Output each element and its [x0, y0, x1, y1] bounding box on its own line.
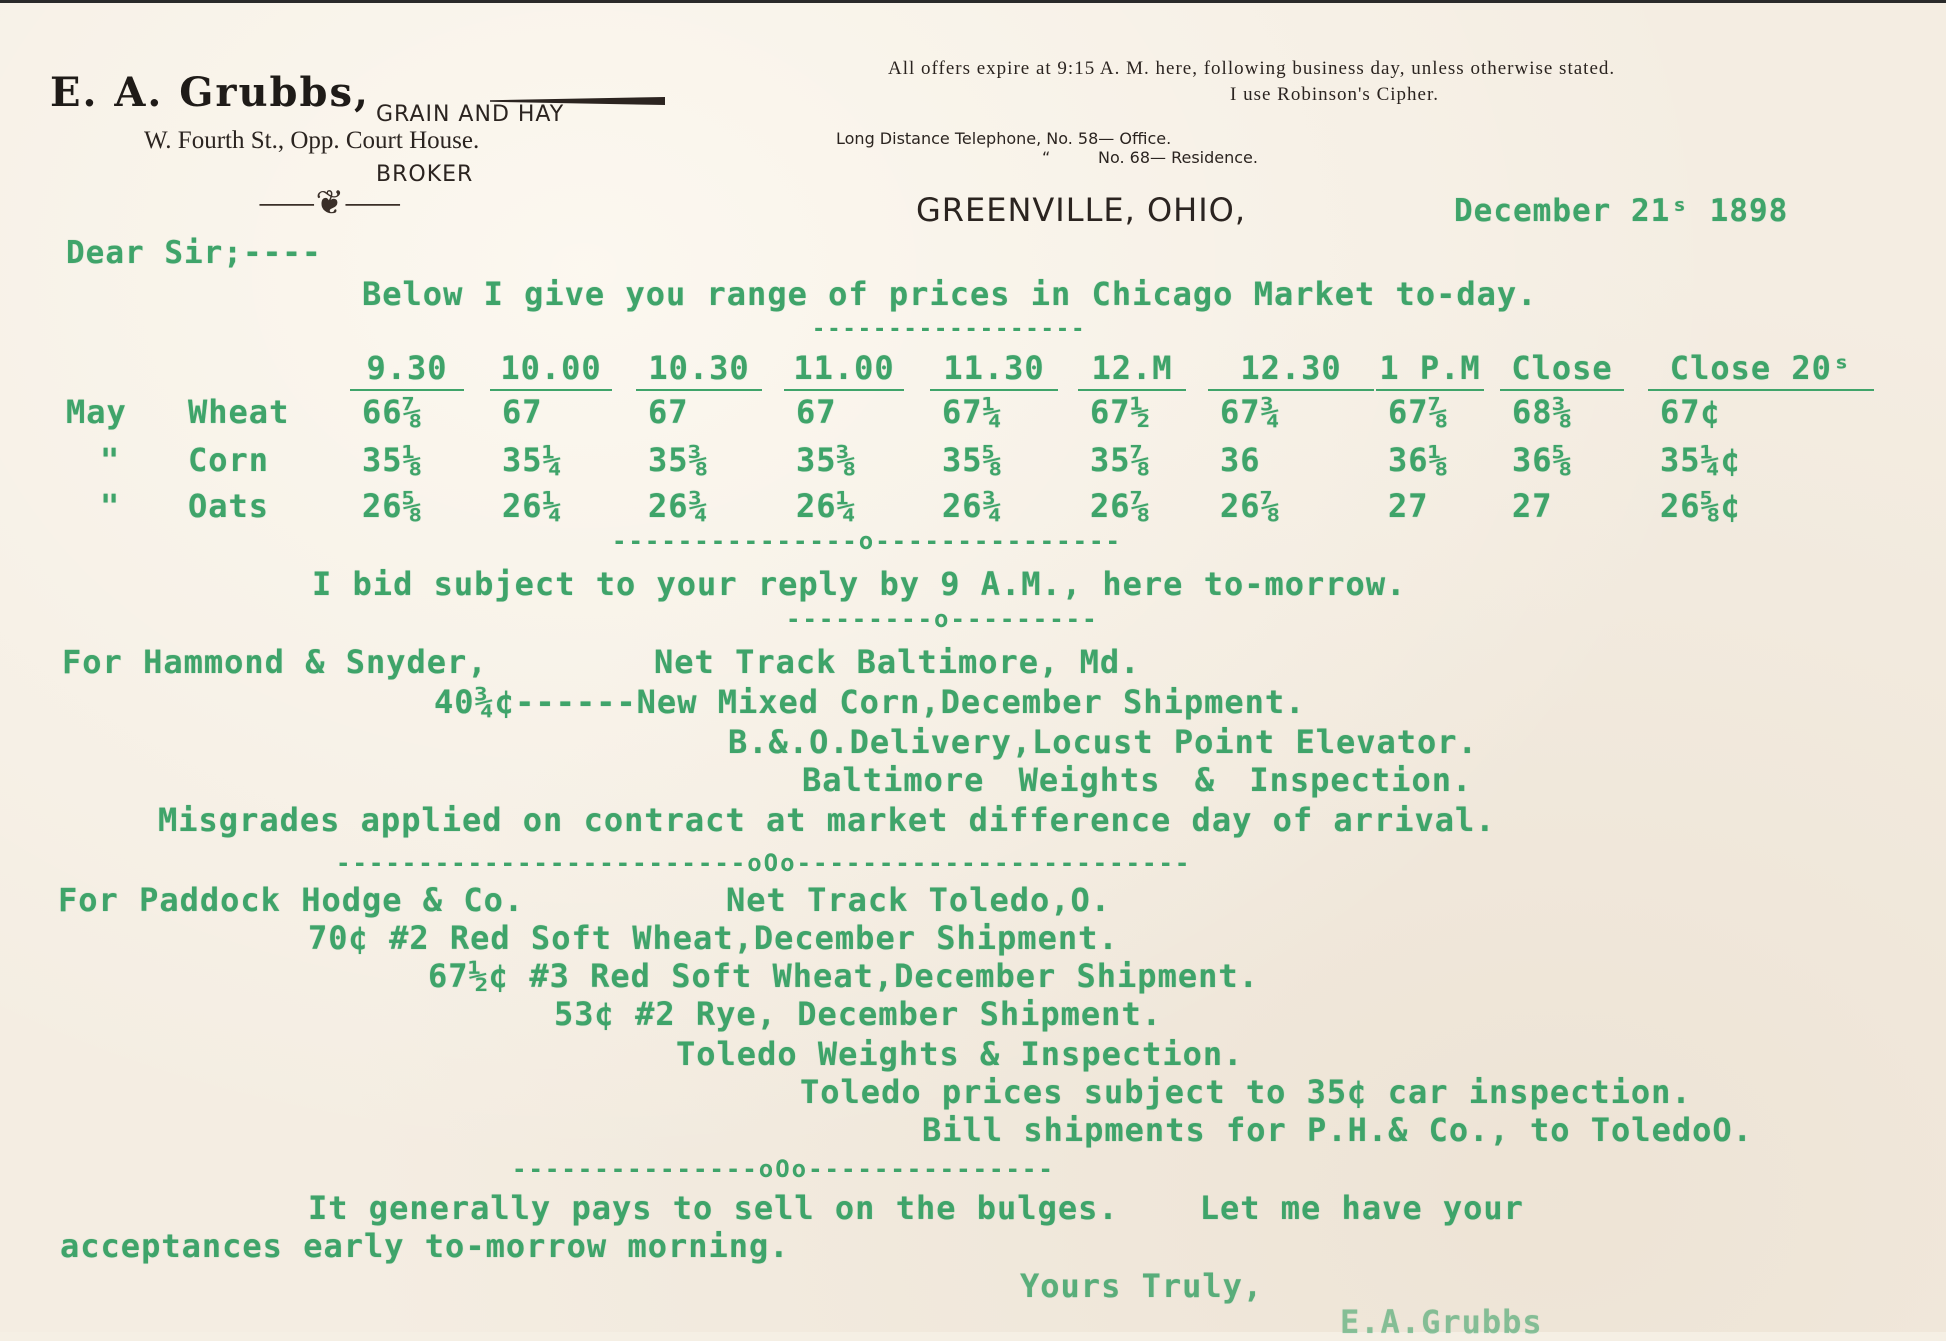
table-column-header: 10.30 [636, 349, 762, 391]
separator-rule: -------------------------oOo------------------------ [336, 849, 1192, 877]
table-cell: 67 [796, 393, 837, 431]
separator-rule: ---------------o--------------- [612, 527, 1122, 555]
separator-rule: ---------o--------- [786, 605, 1099, 633]
table-column-header: Close [1500, 349, 1624, 391]
table-column-header: 12.M [1078, 349, 1186, 391]
table-column-header: Close 20ˢ [1648, 349, 1874, 391]
offer2-track: Net Track Toledo,O. [726, 881, 1112, 919]
table-cell: 36⅝ [1512, 441, 1573, 479]
table-cell: 26⅞ [1220, 487, 1281, 525]
table-cell: 35¼¢ [1660, 441, 1742, 479]
closing-line2: acceptances early to-morrow morning. [60, 1227, 790, 1265]
table-row-month: May [66, 393, 127, 431]
table-cell: 36⅛ [1388, 441, 1449, 479]
table-cell: 27 [1388, 487, 1429, 525]
letterhead-trade-line2: BROKER [376, 162, 474, 187]
table-column-header: 11.00 [784, 349, 904, 391]
closing-line1: It generally pays to sell on the bulges. Let me have your [308, 1189, 1524, 1227]
table-column-header: 10.00 [490, 349, 612, 391]
offer1-for-line: For Hammond & Snyder, [62, 643, 488, 681]
table-cell: 68⅜ [1512, 393, 1573, 431]
cipher-notice: I use Robinson's Cipher. [1230, 84, 1439, 105]
table-cell: 35⅞ [1090, 441, 1151, 479]
table-cell: 67 [502, 393, 543, 431]
offer2-line2: 67½¢ #3 Red Soft Wheat,December Shipment. [428, 957, 1259, 995]
table-cell: 26⅝¢ [1660, 487, 1742, 525]
offer1-weights: Baltimore Weights & Inspection. [802, 761, 1473, 799]
offer1-track: Net Track Baltimore, Md. [654, 643, 1141, 681]
table-cell: 35⅜ [648, 441, 709, 479]
table-cell: 35⅛ [362, 441, 423, 479]
phone-residence: No. 68— Residence. [1098, 148, 1258, 167]
table-cell: 26¼ [502, 487, 563, 525]
table-cell: 36 [1220, 441, 1261, 479]
table-cell: 67½ [1090, 393, 1151, 431]
table-cell: 67¼ [942, 393, 1003, 431]
table-cell: 27 [1512, 487, 1553, 525]
table-cell: 67 [648, 393, 689, 431]
table-cell: 26⅞ [1090, 487, 1151, 525]
table-cell: 26¾ [648, 487, 709, 525]
table-column-header: 12.30 [1208, 349, 1374, 391]
letterhead-trade-line1: GRAIN AND HAY [376, 102, 565, 127]
table-row-month: " [100, 487, 121, 525]
offer1-price-line: 40¾¢------New Mixed Corn,December Shipment. [434, 683, 1306, 721]
offer2-line5: Toledo prices subject to 35¢ car inspection. [800, 1073, 1692, 1111]
separator-rule: ---------------oOo--------------- [512, 1155, 1055, 1183]
offer2-line1: 70¢ #2 Red Soft Wheat,December Shipment. [308, 919, 1119, 957]
table-cell: 35⅜ [796, 441, 857, 479]
offer1-delivery: B.&.O.Delivery,Locust Point Elevator. [728, 723, 1478, 761]
offer2-for-line: For Paddock Hodge & Co. [58, 881, 525, 919]
table-cell: 26¼ [796, 487, 857, 525]
intro-line: Below I give you range of prices in Chicago Market to-day. [362, 275, 1538, 313]
table-cell: 67⅞ [1388, 393, 1449, 431]
table-row-grain: Oats [188, 487, 270, 525]
phone-ditto-mark: “ [1042, 148, 1051, 167]
signoff: Yours Truly, [1020, 1267, 1264, 1305]
table-cell: 35⅝ [942, 441, 1003, 479]
table-cell: 67¾ [1220, 393, 1281, 431]
table-column-header: 11.30 [930, 349, 1058, 391]
ornament-icon: ⸺❦⸺ [258, 183, 402, 223]
table-cell: 26⅝ [362, 487, 423, 525]
table-column-header: 1 P.M [1376, 349, 1484, 391]
table-cell: 26¾ [942, 487, 1003, 525]
phone-office: Long Distance Telephone, No. 58— Office. [836, 129, 1172, 148]
letter-date: December 21ˢ 1898 [1454, 193, 1789, 229]
offer2-line4: Toledo Weights & Inspection. [676, 1035, 1244, 1073]
letterhead-city: GREENVILLE, OHIO, [916, 191, 1246, 229]
offer1-misgrades: Misgrades applied on contract at market difference day of arrival. [158, 801, 1496, 839]
signature: E.A.Grubbs [1340, 1303, 1543, 1341]
offer-notice: All offers expire at 9:15 A. M. here, following business day, unless otherwise stated. [888, 58, 1616, 79]
salutation: Dear Sir;---- [66, 235, 322, 271]
letterhead-name: E. A. Grubbs, [50, 69, 370, 116]
table-cell: 67¢ [1660, 393, 1721, 431]
table-row-month: " [100, 441, 121, 479]
table-cell: 35¼ [502, 441, 563, 479]
table-column-header: 9.30 [350, 349, 464, 391]
table-row-grain: Wheat [188, 393, 290, 431]
table-cell: 66⅞ [362, 393, 423, 431]
offer2-line6: Bill shipments for P.H.& Co., to ToledoO. [922, 1111, 1753, 1149]
table-row-grain: Corn [188, 441, 270, 479]
separator-rule: ------------------ [812, 317, 1087, 342]
offer2-line3: 53¢ #2 Rye, December Shipment. [554, 995, 1162, 1033]
letterhead-address: W. Fourth St., Opp. Court House. [144, 127, 480, 154]
bid-line: I bid subject to your reply by 9 A.M., here to-morrow. [312, 565, 1407, 603]
